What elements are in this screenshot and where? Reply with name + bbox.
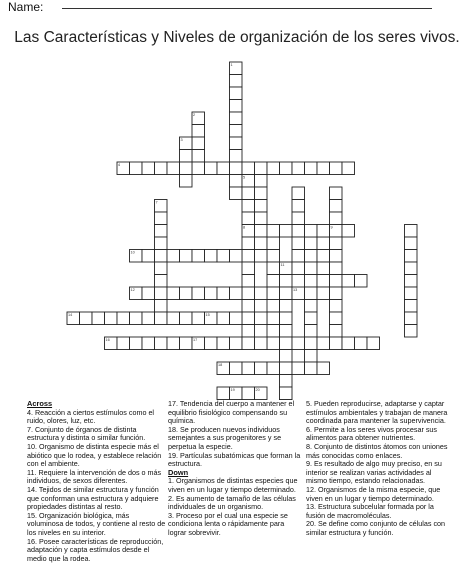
crossword-cell[interactable] bbox=[192, 312, 205, 325]
clue: 12. Organismos de la misma especie, que viven en un lugar y tiempo determinado. bbox=[306, 486, 448, 503]
crossword-cell[interactable] bbox=[292, 187, 305, 200]
clue: 2. Es aumento de tamaño de las células individuales de un organismo. bbox=[168, 495, 302, 512]
crossword-cell[interactable] bbox=[305, 275, 318, 288]
crossword-cell[interactable] bbox=[130, 337, 143, 350]
crossword-cell[interactable] bbox=[367, 337, 380, 350]
crossword-cell[interactable] bbox=[305, 262, 318, 275]
crossword-cell[interactable] bbox=[255, 212, 268, 225]
crossword-cell[interactable] bbox=[180, 175, 193, 188]
crossword-cell[interactable] bbox=[242, 387, 255, 400]
crossword-cell[interactable] bbox=[305, 162, 318, 175]
crossword-cell[interactable] bbox=[230, 150, 243, 163]
crossword-cell[interactable] bbox=[280, 387, 293, 400]
crossword-cell[interactable] bbox=[180, 250, 193, 263]
crossword-cell[interactable] bbox=[192, 125, 205, 138]
across-heading: Across bbox=[27, 400, 167, 409]
crossword-cell[interactable] bbox=[280, 337, 293, 350]
crossword-cell[interactable] bbox=[267, 287, 280, 300]
crossword-cell[interactable] bbox=[355, 337, 368, 350]
clue-number: 17 bbox=[193, 338, 197, 342]
crossword-cell[interactable] bbox=[230, 287, 243, 300]
crossword-cell[interactable] bbox=[117, 337, 130, 350]
crossword-cell[interactable] bbox=[305, 225, 318, 238]
crossword-cell[interactable] bbox=[230, 137, 243, 150]
crossword-cell[interactable] bbox=[130, 162, 143, 175]
crossword-cell[interactable] bbox=[117, 312, 130, 325]
crossword-cell[interactable] bbox=[330, 262, 343, 275]
crossword-cell[interactable] bbox=[330, 250, 343, 263]
crossword-cell[interactable] bbox=[292, 250, 305, 263]
crossword-cell[interactable] bbox=[330, 212, 343, 225]
crossword-cell[interactable] bbox=[180, 162, 193, 175]
crossword-cell[interactable] bbox=[242, 250, 255, 263]
crossword-cell[interactable] bbox=[230, 100, 243, 113]
crossword-cell[interactable] bbox=[292, 200, 305, 213]
crossword-cell[interactable] bbox=[155, 275, 168, 288]
crossword-cell[interactable] bbox=[292, 337, 305, 350]
crossword-cell[interactable] bbox=[280, 350, 293, 363]
crossword-cell[interactable] bbox=[255, 287, 268, 300]
clue-number: 8 bbox=[243, 226, 245, 230]
crossword-cell[interactable] bbox=[317, 237, 330, 250]
clue: 14. Tejidos de similar estructura y función que conforman una estructura y adquiere propiedades distintas al resto. bbox=[27, 486, 167, 512]
crossword-cell[interactable] bbox=[280, 162, 293, 175]
crossword-cell[interactable] bbox=[255, 162, 268, 175]
crossword-cell[interactable] bbox=[242, 187, 255, 200]
crossword-cell[interactable] bbox=[230, 250, 243, 263]
crossword-cell[interactable] bbox=[267, 337, 280, 350]
crossword-cell[interactable] bbox=[280, 300, 293, 313]
crossword-cell[interactable] bbox=[267, 325, 280, 338]
crossword-cell[interactable] bbox=[305, 362, 318, 375]
clue-number: 16 bbox=[106, 338, 110, 342]
crossword-cell[interactable] bbox=[330, 200, 343, 213]
crossword-cell[interactable] bbox=[255, 237, 268, 250]
crossword-cell[interactable] bbox=[230, 75, 243, 88]
crossword-cell[interactable] bbox=[155, 337, 168, 350]
crossword-cell[interactable] bbox=[330, 300, 343, 313]
crossword-cell[interactable] bbox=[405, 287, 418, 300]
crossword-cell[interactable] bbox=[142, 337, 155, 350]
crossword-cell[interactable] bbox=[180, 287, 193, 300]
crossword-cell[interactable] bbox=[405, 312, 418, 325]
crossword-cell[interactable] bbox=[330, 325, 343, 338]
crossword-cell[interactable] bbox=[255, 200, 268, 213]
crossword-cell[interactable] bbox=[242, 200, 255, 213]
clue: 8. Conjunto de distintos átomos con uniones más conocidas como enlaces. bbox=[306, 443, 448, 460]
clue: 6. Permite a los seres vivos procesar sus alimentos para obtener nutrientes. bbox=[306, 426, 448, 443]
crossword-cell[interactable] bbox=[267, 362, 280, 375]
clue: 5. Pueden reproducirse, adaptarse y captar estímulos ambientales y trabajan de manera coordinada para mantener la supervivencia. bbox=[306, 400, 448, 426]
crossword-cell[interactable] bbox=[317, 362, 330, 375]
crossword-cell[interactable] bbox=[167, 312, 180, 325]
crossword-cell[interactable] bbox=[242, 325, 255, 338]
crossword-cell[interactable] bbox=[305, 300, 318, 313]
crossword-cell[interactable] bbox=[155, 300, 168, 313]
crossword-cell[interactable] bbox=[405, 275, 418, 288]
crossword-cell[interactable] bbox=[405, 225, 418, 238]
crossword-cell[interactable] bbox=[205, 250, 218, 263]
crossword-cell[interactable] bbox=[192, 250, 205, 263]
crossword-cell[interactable] bbox=[92, 312, 105, 325]
crossword-cell[interactable] bbox=[292, 212, 305, 225]
clue: 7. Conjunto de órganos de distinta estructura y distinta o similar función. bbox=[27, 426, 167, 443]
crossword-cell[interactable] bbox=[280, 375, 293, 388]
crossword-cell[interactable] bbox=[142, 287, 155, 300]
crossword-cell[interactable] bbox=[217, 287, 230, 300]
clues-col2 bbox=[168, 400, 302, 538]
crossword-cell[interactable] bbox=[105, 312, 118, 325]
crossword-cell[interactable] bbox=[255, 250, 268, 263]
crossword-cell[interactable] bbox=[230, 312, 243, 325]
crossword-cell[interactable] bbox=[317, 250, 330, 263]
crossword-cell[interactable] bbox=[267, 250, 280, 263]
crossword-cell[interactable] bbox=[405, 237, 418, 250]
clue: 16. Posee características de reproducción, adaptación y capta estímulos desde el medio que la rodea. bbox=[27, 538, 167, 563]
crossword-cell[interactable] bbox=[192, 162, 205, 175]
crossword-cell[interactable] bbox=[342, 337, 355, 350]
crossword-cell[interactable] bbox=[330, 287, 343, 300]
crossword-cell[interactable] bbox=[230, 362, 243, 375]
crossword-cell[interactable] bbox=[255, 187, 268, 200]
crossword-cell[interactable] bbox=[255, 312, 268, 325]
crossword-cell[interactable] bbox=[317, 275, 330, 288]
clue: 11. Requiere la intervención de dos o más individuos, de sexos diferentes. bbox=[27, 469, 167, 486]
crossword-cell[interactable] bbox=[155, 250, 168, 263]
crossword-cell[interactable] bbox=[280, 287, 293, 300]
crossword-cell[interactable] bbox=[255, 175, 268, 188]
crossword-cell[interactable] bbox=[242, 362, 255, 375]
crossword-cell[interactable] bbox=[280, 325, 293, 338]
crossword-cell[interactable] bbox=[267, 237, 280, 250]
crossword-cell[interactable] bbox=[130, 312, 143, 325]
crossword-cell[interactable] bbox=[292, 237, 305, 250]
crossword-cell[interactable] bbox=[192, 137, 205, 150]
crossword-cell[interactable] bbox=[142, 250, 155, 263]
crossword-cell[interactable] bbox=[330, 237, 343, 250]
crossword-cell[interactable] bbox=[242, 162, 255, 175]
crossword-cell[interactable] bbox=[305, 287, 318, 300]
crossword-cell[interactable] bbox=[292, 262, 305, 275]
crossword-cell[interactable] bbox=[342, 225, 355, 238]
clue-number: 9 bbox=[331, 226, 333, 230]
crossword-cell[interactable] bbox=[155, 287, 168, 300]
clue-number: 5 bbox=[243, 176, 245, 180]
crossword-cell[interactable] bbox=[242, 237, 255, 250]
crossword-cell[interactable] bbox=[80, 312, 93, 325]
crossword-cell[interactable] bbox=[280, 275, 293, 288]
crossword-cell[interactable] bbox=[280, 312, 293, 325]
crossword-cell[interactable] bbox=[192, 150, 205, 163]
crossword-cell[interactable] bbox=[142, 312, 155, 325]
crossword-cell[interactable] bbox=[230, 175, 243, 188]
crossword-cell[interactable] bbox=[230, 337, 243, 350]
crossword-cell[interactable] bbox=[155, 312, 168, 325]
crossword-cell[interactable] bbox=[217, 250, 230, 263]
crossword-cell[interactable] bbox=[267, 162, 280, 175]
crossword-cell[interactable] bbox=[167, 162, 180, 175]
clue: 9. Es resultado de algo muy preciso, en su interior se realizan varias actividades al mismo tiempo, estando relacionadas. bbox=[306, 460, 448, 486]
clue-number: 19 bbox=[231, 388, 235, 392]
crossword-cell[interactable] bbox=[305, 337, 318, 350]
crossword-cell[interactable] bbox=[255, 337, 268, 350]
crossword-cell[interactable] bbox=[280, 225, 293, 238]
down-heading: Down bbox=[168, 469, 302, 478]
crossword-cell[interactable] bbox=[242, 300, 255, 313]
crossword-cell[interactable] bbox=[242, 212, 255, 225]
crossword-cell[interactable] bbox=[305, 325, 318, 338]
crossword-cell[interactable] bbox=[230, 162, 243, 175]
clue: 17. Tendencia del cuerpo a mantener el equilibrio fisiológico compensando su química. bbox=[168, 400, 302, 426]
crossword-cell[interactable] bbox=[142, 162, 155, 175]
crossword-cell[interactable] bbox=[317, 287, 330, 300]
crossword-cell[interactable] bbox=[230, 112, 243, 125]
crossword-cell[interactable] bbox=[155, 225, 168, 238]
crossword-cell[interactable] bbox=[230, 187, 243, 200]
crossword-cell[interactable] bbox=[217, 312, 230, 325]
crossword-cell[interactable] bbox=[267, 275, 280, 288]
crossword-cell[interactable] bbox=[242, 337, 255, 350]
crossword-cell[interactable] bbox=[292, 162, 305, 175]
crossword-cell[interactable] bbox=[305, 350, 318, 363]
crossword-cell[interactable] bbox=[230, 87, 243, 100]
clue-number: 11 bbox=[281, 263, 285, 267]
clue: 1. Organismos de distintas especies que viven en un lugar y tiempo determinado. bbox=[168, 477, 302, 494]
crossword-cell[interactable] bbox=[405, 300, 418, 313]
crossword-cell[interactable] bbox=[330, 187, 343, 200]
crossword-cell[interactable] bbox=[267, 225, 280, 238]
crossword-cell[interactable] bbox=[330, 312, 343, 325]
crossword-cell[interactable] bbox=[242, 312, 255, 325]
clues-across-col1 bbox=[27, 400, 167, 563]
clue: 15. Organización biológica, más voluminosa de todos, y contiene al resto de los niveles en su interior. bbox=[27, 512, 167, 538]
crossword-cell[interactable] bbox=[280, 362, 293, 375]
clue: 19. Partículas subatómicas que forman la estructura. bbox=[168, 452, 302, 469]
crossword-cell[interactable] bbox=[217, 162, 230, 175]
clue-number: 10 bbox=[131, 251, 135, 255]
crossword-cell[interactable] bbox=[255, 362, 268, 375]
crossword-cell[interactable] bbox=[305, 250, 318, 263]
crossword-cell[interactable] bbox=[155, 212, 168, 225]
clues-col3 bbox=[306, 400, 448, 538]
clue-number: 1 bbox=[231, 63, 233, 67]
crossword-cell[interactable] bbox=[305, 237, 318, 250]
crossword-cell[interactable] bbox=[155, 262, 168, 275]
crossword-cell[interactable] bbox=[205, 287, 218, 300]
clue: 13. Estructura subcelular formada por la fusión de macromoléculas. bbox=[306, 503, 448, 520]
crossword-cell[interactable] bbox=[217, 337, 230, 350]
crossword-cell[interactable] bbox=[230, 125, 243, 138]
crossword-cell[interactable] bbox=[405, 325, 418, 338]
crossword-cell[interactable] bbox=[167, 337, 180, 350]
crossword-cell[interactable] bbox=[242, 262, 255, 275]
crossword-cell[interactable] bbox=[255, 225, 268, 238]
clue-number: 14 bbox=[68, 313, 72, 317]
name-label: Name: bbox=[8, 0, 43, 14]
clue-number: 4 bbox=[118, 163, 120, 167]
clue: 4. Reacción a ciertos estímulos como el ruido, olores, luz, etc. bbox=[27, 409, 167, 426]
crossword-cell[interactable] bbox=[167, 287, 180, 300]
clue-number: 12 bbox=[131, 288, 135, 292]
crossword-cell[interactable] bbox=[217, 387, 230, 400]
crossword-cell[interactable] bbox=[330, 337, 343, 350]
crossword-cell[interactable] bbox=[317, 162, 330, 175]
crossword-cell[interactable] bbox=[330, 275, 343, 288]
crossword-cell[interactable] bbox=[180, 337, 193, 350]
crossword-cell[interactable] bbox=[405, 250, 418, 263]
clue: 18. Se producen nuevos individuos semejantes a sus progenitores y se perpetua la especie. bbox=[168, 426, 302, 452]
crossword-cell[interactable] bbox=[180, 150, 193, 163]
clue-number: 13 bbox=[293, 288, 297, 292]
crossword-cell[interactable] bbox=[355, 275, 368, 288]
page-title: Las Características y Niveles de organización de los seres vivos. bbox=[0, 29, 474, 47]
crossword-cell[interactable] bbox=[292, 362, 305, 375]
crossword-cell[interactable] bbox=[205, 337, 218, 350]
crossword-cell[interactable] bbox=[267, 312, 280, 325]
crossword-cell[interactable] bbox=[330, 162, 343, 175]
crossword-cell[interactable] bbox=[317, 225, 330, 238]
crossword-cell[interactable] bbox=[342, 275, 355, 288]
crossword-cell[interactable] bbox=[155, 162, 168, 175]
clue-number: 7 bbox=[156, 201, 158, 205]
crossword-cell[interactable] bbox=[242, 287, 255, 300]
clue-number: 18 bbox=[218, 363, 222, 367]
crossword-cell[interactable] bbox=[405, 262, 418, 275]
crossword-cell[interactable] bbox=[205, 162, 218, 175]
crossword-cell[interactable] bbox=[167, 250, 180, 263]
crossword-cell[interactable] bbox=[192, 287, 205, 300]
clue-number: 15 bbox=[206, 313, 210, 317]
clue: 20. Se define como conjunto de células con similar estructura y función. bbox=[306, 520, 448, 537]
crossword-cell[interactable] bbox=[155, 237, 168, 250]
crossword-cell[interactable] bbox=[305, 312, 318, 325]
clue-number: 2 bbox=[193, 113, 195, 117]
clue: 3. Proceso por el cual una especie se condiciona lenta o rápidamente para lograr sobrevivir. bbox=[168, 512, 302, 538]
crossword-cell[interactable] bbox=[267, 262, 280, 275]
clue-number: 20 bbox=[256, 388, 260, 392]
crossword-cell[interactable] bbox=[292, 225, 305, 238]
crossword-cell[interactable] bbox=[317, 337, 330, 350]
crossword-cell[interactable] bbox=[342, 162, 355, 175]
clue-number: 3 bbox=[181, 138, 183, 142]
clue: 10. Organismo de distinta especie más el abiótico que lo rodea, y establece relación con el ambiente. bbox=[27, 443, 167, 469]
crossword-cell[interactable] bbox=[180, 312, 193, 325]
crossword-cell[interactable] bbox=[317, 262, 330, 275]
crossword-cell[interactable] bbox=[242, 275, 255, 288]
crossword-cell[interactable] bbox=[267, 300, 280, 313]
